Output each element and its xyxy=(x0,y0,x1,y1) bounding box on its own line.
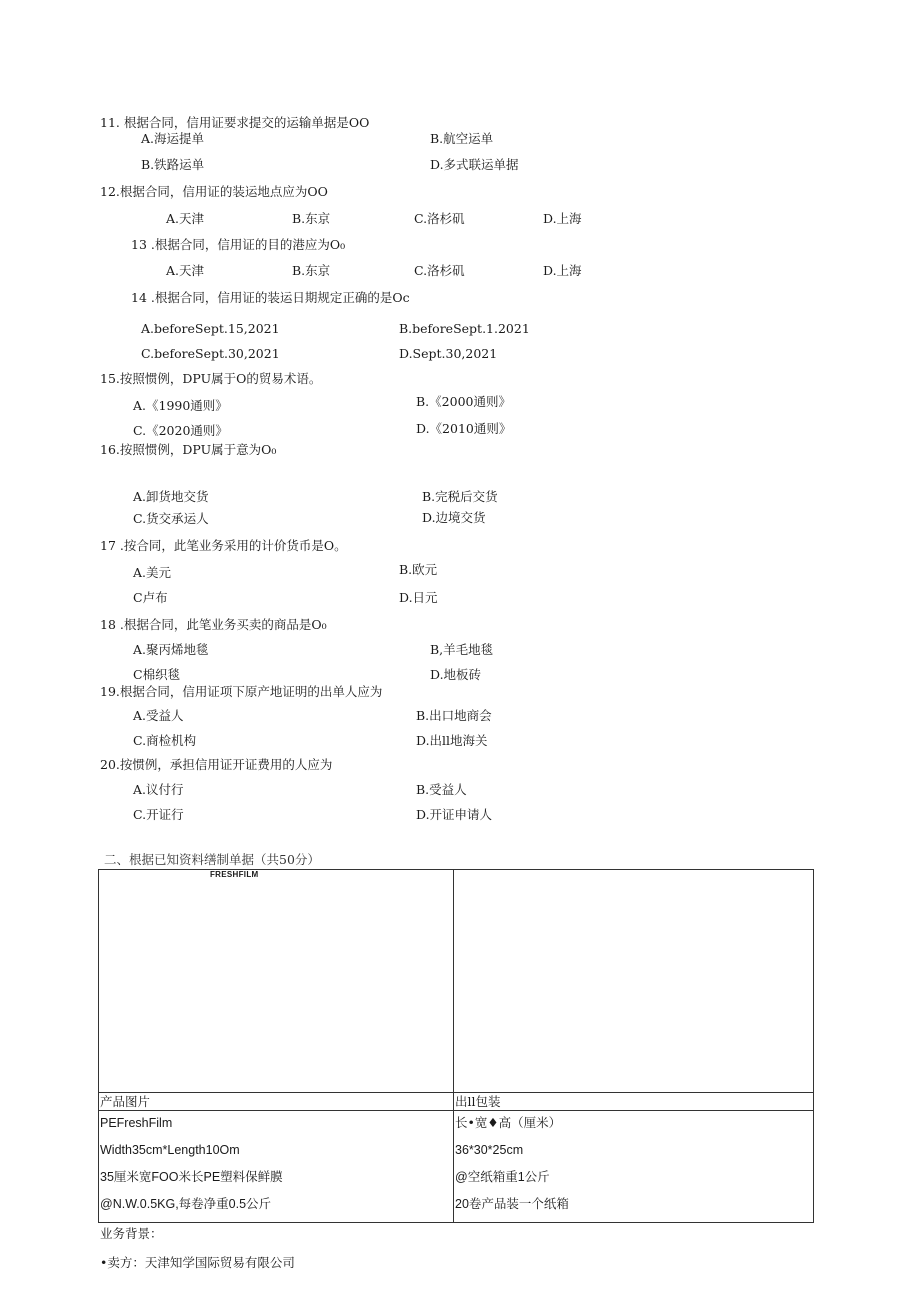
q13-option-a: A.天津 xyxy=(166,263,205,278)
q11-option-a: A.海运提单 xyxy=(141,131,205,146)
q20-option-c: C.开证行 xyxy=(133,807,184,822)
section-title: 二、根据已知资料缮制单据（共50分） xyxy=(104,852,320,867)
question-11: 11. 根据合同，信用证要求提交的运输单据是OO xyxy=(100,115,370,130)
q19-option-a: A.受益人 xyxy=(133,708,184,723)
q12-option-c: C.洛杉矶 xyxy=(414,211,465,226)
question-17: 17 .按合同，此笔业务采用的计价货币是O。 xyxy=(100,538,347,553)
q20-option-a: A.议付行 xyxy=(133,782,184,797)
carton-dimension: 36*30*25cm xyxy=(455,1143,524,1157)
question-20: 20.按惯例，承担信用证开证费用的人应为 xyxy=(100,757,333,772)
q19-option-c: C.商检机构 xyxy=(133,733,197,748)
q17-option-c: C卢布 xyxy=(133,590,168,605)
q15-option-a: A.《1990通则》 xyxy=(133,398,228,413)
product-size: Width35cm*Length10Om xyxy=(100,1143,240,1157)
q19-option-b: B.出口地商会 xyxy=(416,708,492,723)
freshfilm-logo: FRESHFILM xyxy=(210,870,259,879)
q11-option-d: D.多式联运单据 xyxy=(430,157,519,172)
question-12: 12.根据合同，信用证的装运地点应为OO xyxy=(100,184,328,199)
question-16: 16.按照惯例，DPU属于意为O₀ xyxy=(100,442,277,457)
q16-option-b: B.完税后交货 xyxy=(422,489,498,504)
q17-option-d: D.日元 xyxy=(399,590,438,605)
product-image-header: 产品图片 xyxy=(100,1094,151,1109)
q16-option-c: C.货交承运人 xyxy=(133,511,209,526)
question-19: 19.根据合同，信用证项下原产地证明的出单人应为 xyxy=(100,684,383,699)
q11-option-b: B.航空运单 xyxy=(430,131,494,146)
table-column-divider xyxy=(453,869,454,1223)
q13-option-b: B.东京 xyxy=(292,263,331,278)
q15-option-b: B.《2000通则》 xyxy=(416,394,511,409)
question-14: 14 .根据合同，信用证的装运日期规定正确的是Oc xyxy=(131,290,410,305)
q13-option-c: C.洛杉矶 xyxy=(414,263,465,278)
q18-option-a: A.聚丙烯地毯 xyxy=(133,642,209,657)
q12-option-b: B.东京 xyxy=(292,211,331,226)
q18-option-c: C棉织毯 xyxy=(133,667,181,682)
q14-option-b: B.beforeSept.1.2021 xyxy=(399,321,530,336)
product-net-weight: @N.W.0.5KG,每卷净重0.5公斤 xyxy=(100,1197,272,1211)
question-18: 18 .根据合同，此笔业务买卖的商品是O₀ xyxy=(100,617,327,632)
q15-option-d: D.《2010通则》 xyxy=(416,421,512,436)
q14-option-d: D.Sept.30,2021 xyxy=(399,346,498,361)
carton-weight: @空纸箱重1公斤 xyxy=(455,1170,550,1184)
question-15: 15.按照惯例，DPU属于O的贸易术语。 xyxy=(100,371,322,386)
q18-option-d: D.地板砖 xyxy=(430,667,482,682)
export-packing-header: 出ll包装 xyxy=(455,1094,501,1109)
q14-option-c: C.beforeSept.30,2021 xyxy=(141,346,280,361)
seller-line: •卖方：天津知学国际贸易有限公司 xyxy=(100,1255,295,1270)
q11-option-c: B.铁路运单 xyxy=(141,157,205,172)
q12-option-d: D.上海 xyxy=(543,211,582,226)
q18-option-b: B,羊毛地毯 xyxy=(430,642,494,657)
carton-dimension-label: 长•宽♦高（厘米） xyxy=(455,1115,562,1130)
background-label: 业务背景： xyxy=(100,1226,163,1241)
q17-option-b: B.欧元 xyxy=(399,562,438,577)
carton-quantity: 20卷产品装一个纸箱 xyxy=(455,1197,569,1211)
question-13: 13 .根据合同，信用证的目的港应为O₀ xyxy=(131,237,346,252)
q20-option-b: B.受益人 xyxy=(416,782,467,797)
q16-option-a: A.卸货地交货 xyxy=(133,489,209,504)
product-description: 35厘米宽FOO米长PE塑料保鲜膜 xyxy=(100,1170,283,1184)
q13-option-d: D.上海 xyxy=(543,263,582,278)
q19-option-d: D.出ll地海关 xyxy=(416,733,488,748)
q20-option-d: D.开证申请人 xyxy=(416,807,493,822)
q16-option-d: D.边境交货 xyxy=(422,510,486,525)
product-name: PEFreshFilm xyxy=(100,1116,173,1130)
table-header-divider xyxy=(98,1092,814,1093)
q14-option-a: A.beforeSept.15,2021 xyxy=(141,321,280,336)
table-header-bottom-divider xyxy=(98,1110,814,1111)
q15-option-c: C.《2020通则》 xyxy=(133,423,228,438)
q17-option-a: A.美元 xyxy=(133,565,172,580)
q12-option-a: A.天津 xyxy=(166,211,205,226)
